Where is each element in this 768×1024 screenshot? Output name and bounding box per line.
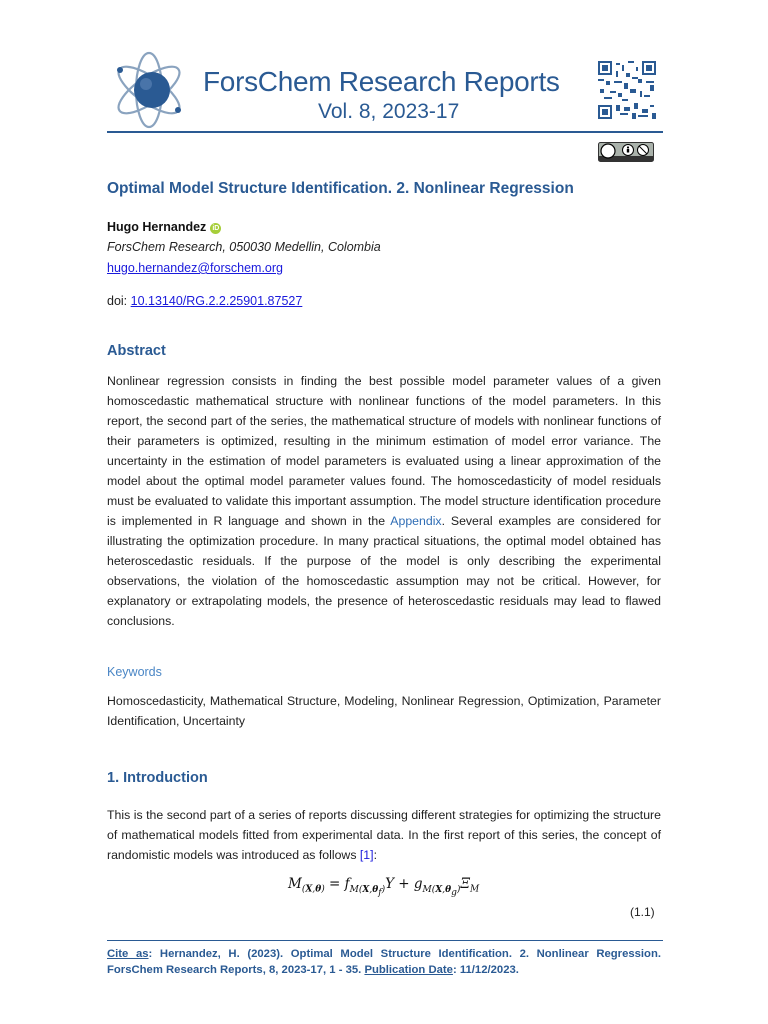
doi-link[interactable]: 10.13140/RG.2.2.25901.87527 [130, 294, 303, 308]
author-name [107, 220, 221, 234]
appendix-link[interactable]: Appendix [390, 514, 442, 528]
keywords-heading: Keywords [107, 665, 162, 679]
introduction-body [107, 805, 661, 865]
creative-commons-license-icon[interactable] [598, 142, 654, 162]
author-name-text: Hugo Hernandez [107, 220, 207, 234]
abstract-text-part1: Nonlinear regression consists in finding the best possible model parameter values of a given homoscedastic mathematical structure with nonlinear functions of the model parameters. In this report, the second part of the series, the mathematical structure of models with nonlinear functions of their parameters is optimized, resulting in the minimum estimation of model error variance. The uncertainty in the estimation of model parameters is evaluated using a linear approximation of the model about the optimal model parameter values found. The homoscedasticity of model residuals must be evaluated to validate this important assumption. The model structure identification procedure is implemented in R language and shown in the [107, 374, 661, 528]
introduction-heading: 1. Introduction [107, 770, 208, 786]
publication-date-label: Publication Date [364, 964, 453, 976]
cite-text: : Hernandez, H. (2023). Optimal Model Structure Identification. 2. Nonlinear Regression. ForsChem Research Reports, 8, 2023-17, 1 - 35. [107, 948, 661, 976]
journal-volume: Vol. 8, 2023-17 [318, 100, 460, 123]
paper-title: Optimal Model Structure Identification. 2. Nonlinear Regression [107, 180, 574, 197]
cite-as-label: Cite as [107, 948, 149, 960]
orcid-icon[interactable]: iD [212, 225, 220, 232]
author-affiliation: ForsChem Research, 050030 Medellin, Colombia [107, 240, 381, 254]
journal-logo-icon [110, 48, 188, 130]
abstract-body [107, 371, 661, 631]
header-rule [107, 131, 663, 133]
reference-link-1[interactable]: [1] [359, 848, 374, 862]
keywords-list: Homoscedasticity, Mathematical Structure, Modeling, Nonlinear Regression, Optimization, Parameter Identification, Uncertainty [107, 694, 661, 728]
citation-footer [107, 946, 661, 978]
footer-rule [107, 940, 663, 941]
abstract-heading: Abstract [107, 343, 166, 359]
equation-1-1: $M_{(X,\theta)} = f_{M(X,\theta_f)}\Upsilon + g_{M(X,\theta_g)}\Xi_M$ [288, 876, 480, 898]
qr-code-icon[interactable] [598, 61, 656, 119]
author-email-link[interactable]: hugo.hernandez@forschem.org [107, 261, 283, 275]
publication-date-value: : 11/12/2023. [452, 964, 519, 976]
intro-text-part2: : [373, 848, 377, 862]
equation-number: (1.1) [630, 905, 655, 919]
abstract-text-part2: . Several examples are considered for illustrating the optimization procedure. In many practical situations, the optimal model obtained has heteroscedastic residuals. If the purpose of the model is only describing the experimental observations, the violation of the homoscedastic assumption may not be critical. However, for explanatory or extrapolating models, the presence of heteroscedastic residuals may lead to flawed conclusions. [107, 514, 661, 628]
journal-title: ForsChem Research Reports [203, 66, 560, 97]
intro-text-part1: This is the second part of a series of reports discussing different strategies for optimizing the structure of mathematical models fitted from experimental data. In the first report of this series, the concept of randomistic models was introduced as follows [107, 808, 661, 862]
doi-line [107, 294, 302, 308]
doi-label: doi: [107, 294, 128, 308]
